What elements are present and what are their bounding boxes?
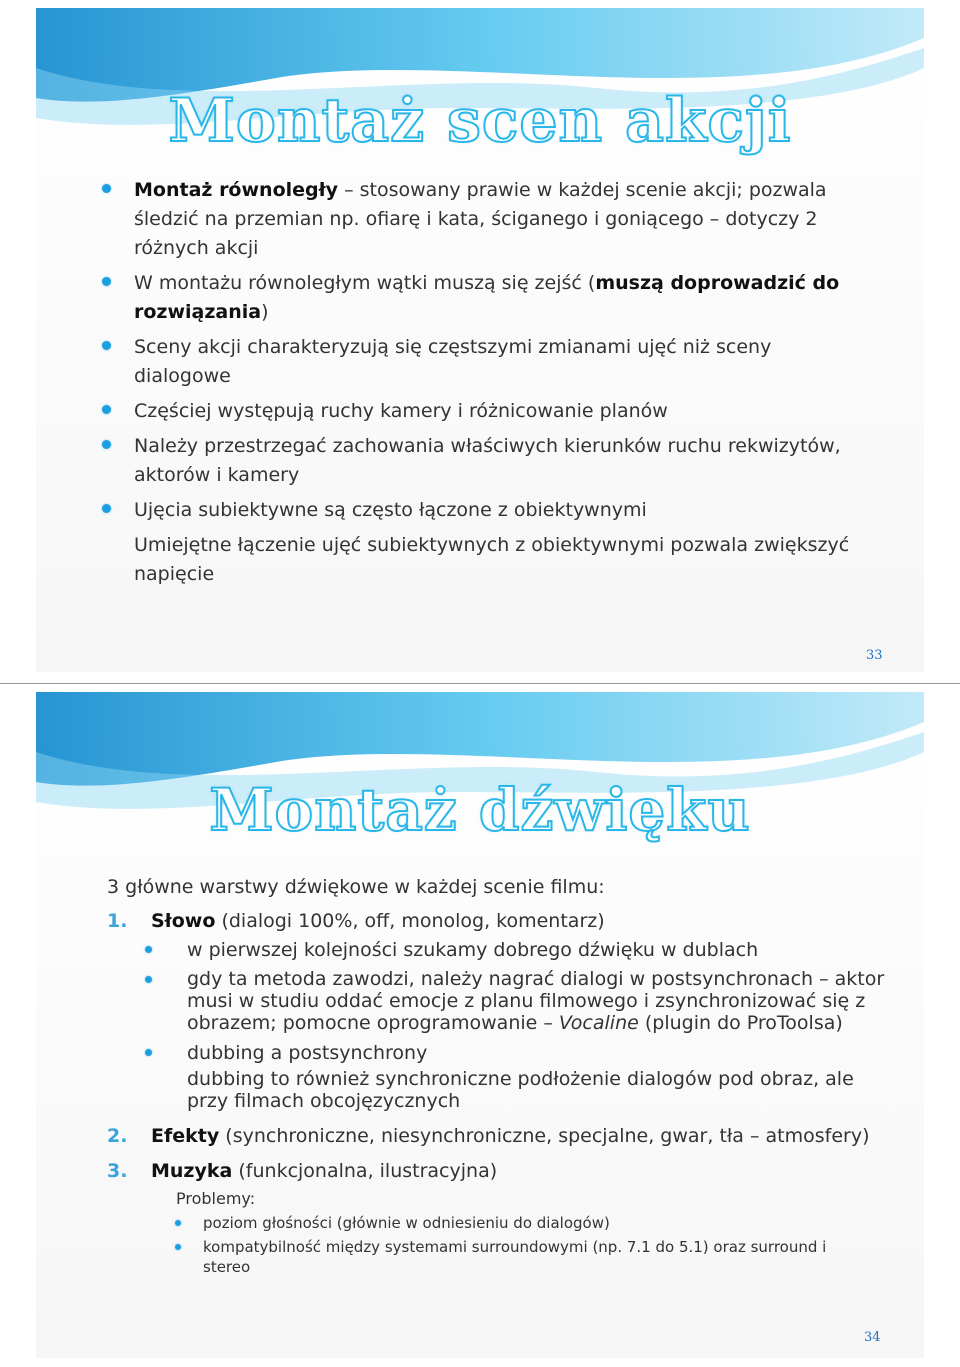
list-item: gdy ta metoda zawodzi, należy nagrać dialogi w postsynchronach – aktor musi w studiu oddać emocje z planu filmowego i zsynchronizować się z obrazem; pomocne oprogramowanie – Vocaline (plugin do ProToolsa) (187, 968, 907, 1034)
numbered-item: 1. Słowo (dialogi 100%, off, monolog, komentarz) (107, 907, 907, 936)
bullet-dot (102, 440, 111, 449)
list-item: dubbing a postsynchrony (187, 1039, 907, 1068)
sub-list (107, 936, 907, 1112)
problems-label: Problemy: (176, 1189, 256, 1208)
slide-33 (36, 8, 924, 672)
list-item: poziom głośności (głównie w odniesieniu do dialogów) (203, 1213, 907, 1233)
bullet-dot (102, 184, 111, 193)
problems-list (107, 1213, 907, 1277)
list-item-continuation: Umiejętne łączenie ujęć subiektywnych z obiektywnymi pozwala zwiększyć napięcie (134, 534, 850, 585)
list-item: Montaż równoległy – stosowany prawie w każdej scenie akcji; pozwala śledzić na przemian np. ofiarę i kata, ściganego i goniącego – dotyczy 2 różnych akcji (134, 176, 904, 263)
page-number: 33 (866, 648, 883, 663)
list-item: Należy przestrzegać zachowania właściwych kierunków ruchu rekwizytów, aktorów i kamery (134, 432, 904, 490)
numbered-item: 2. Efekty (synchroniczne, niesynchroniczne, specjalne, gwar, tła – atmosfery) (107, 1122, 907, 1151)
bullet-dot (175, 1220, 181, 1226)
bullet-dot (175, 1244, 181, 1250)
bullet-dot (145, 976, 152, 983)
item-number: 3. (107, 1160, 128, 1182)
list-item: Sceny akcji charakteryzują się częstszymi zmianami ujęć niż sceny dialogowe (134, 333, 904, 391)
list-item: W montażu równoległym wątki muszą się zejść (muszą doprowadzić do rozwiązania) (134, 269, 904, 327)
intro-text: 3 główne warstwy dźwiękowe w każdej scenie filmu: (107, 876, 605, 898)
page-divider (0, 683, 960, 684)
list-item: kompatybilność między systemami surroundowymi (np. 7.1 do 5.1) oraz surround i stereo (203, 1237, 907, 1277)
bullet-dot (145, 1049, 152, 1056)
bullet-dot (102, 341, 111, 350)
list-item-continuation: dubbing to również synchroniczne podłożenie dialogów pod obraz, ale przy filmach obcojęzycznych (187, 1068, 854, 1112)
slide-title: Montaż dźwięku (209, 776, 751, 844)
bullet-dot (102, 405, 111, 414)
item-number: 2. (107, 1125, 128, 1147)
bullet-dot (102, 504, 111, 513)
numbered-item: 3. Muzyka (funkcjonalna, ilustracyjna) (107, 1157, 907, 1186)
list-item: Częściej występują ruchy kamery i różnicowanie planów (134, 397, 904, 426)
slide-body (107, 872, 907, 1277)
list-item: w pierwszej kolejności szukamy dobrego dźwięku w dublach (187, 936, 907, 965)
list-item: Ujęcia subiektywne są często łączone z obiektywnymi (134, 496, 904, 525)
item-number: 1. (107, 910, 128, 932)
slide-title: Montaż scen akcji (168, 86, 792, 156)
slide-34 (36, 692, 924, 1358)
bullet-list (134, 176, 904, 589)
page-number: 34 (864, 1330, 881, 1345)
bullet-dot (145, 946, 152, 953)
bullet-dot (102, 277, 111, 286)
